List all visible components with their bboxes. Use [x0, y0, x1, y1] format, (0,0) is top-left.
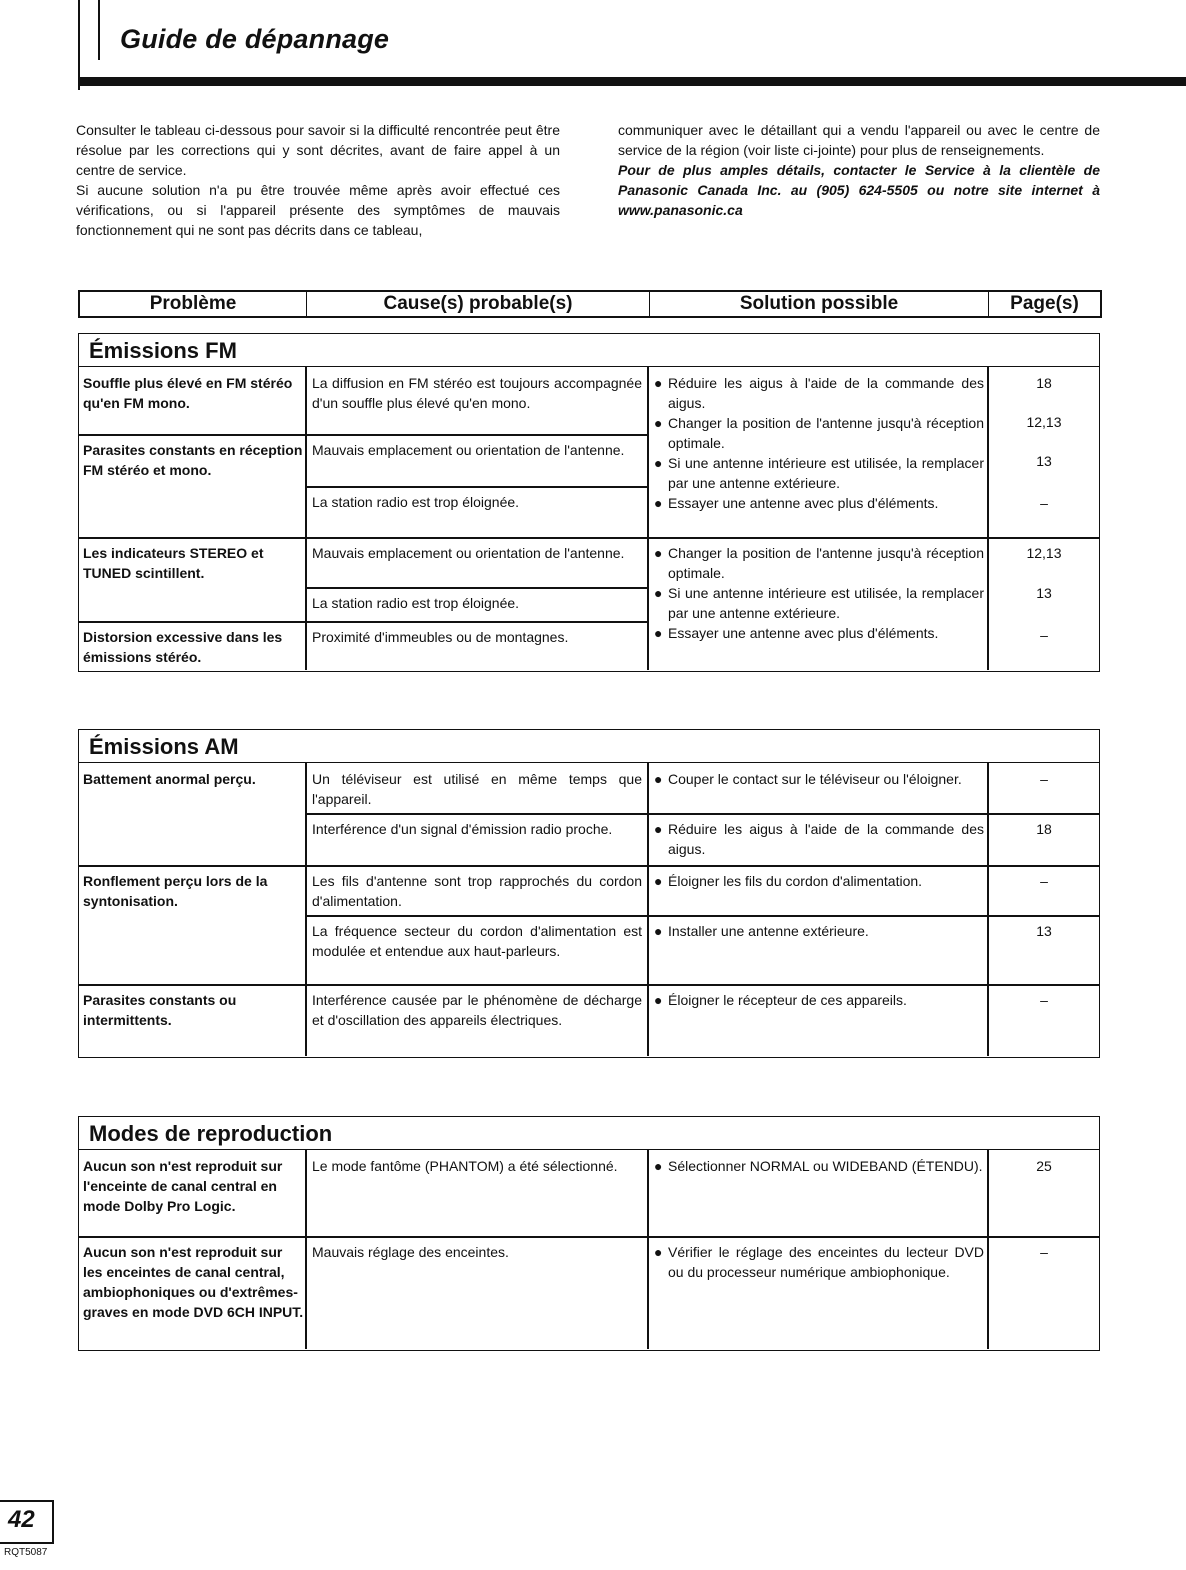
page-number: 42	[8, 1506, 35, 1533]
solution-list: ● Vérifier le réglage des enceintes du lecteur DVD ou du processeur numérique ambiophonique.	[654, 1244, 984, 1280]
cause-text: La station radio est trop éloignée.	[312, 595, 520, 611]
cause-text: Le mode fantôme (PHANTOM) a été sélectionné.	[312, 1158, 618, 1174]
intro-left	[76, 120, 560, 240]
page-ref: –	[1040, 873, 1048, 889]
solution-text: Si une antenne intérieure est utilisée, la remplacer par une antenne extérieure.	[668, 455, 984, 491]
solution-text: Éloigner les fils du cordon d'alimentation.	[668, 873, 923, 889]
solution-text: Essayer une antenne avec plus d'éléments.	[668, 495, 939, 511]
problem-text: Parasites constants en réception FM stéréo et mono.	[83, 442, 303, 478]
solution-text: Éloigner le récepteur de ces appareils.	[668, 992, 907, 1008]
solution-list: ● Changer la position de l'antenne jusqu'à réception optimale. ● Si une antenne intérieure est utilisée, la remplacer par une antenne extérieure. ● Essayer une antenne avec plus d'éléments.	[654, 545, 984, 641]
intro-paragraph: Consulter le tableau ci-dessous pour savoir si la difficulté rencontrée peut être résolue par les corrections qui y sont décrites, avant de faire appel à un centre de service.	[76, 122, 560, 178]
page-ref: 18	[1036, 375, 1052, 391]
section-title: Modes de reproduction	[79, 1117, 1099, 1150]
page-ref: 13	[1036, 585, 1052, 601]
column-header-solution: Solution possible	[650, 292, 989, 316]
header-rule	[78, 77, 1186, 86]
solution-list: ● Couper le contact sur le téléviseur ou l'éloigner.	[654, 765, 984, 789]
problem-text: Battement anormal perçu.	[83, 771, 256, 787]
contact-info: Pour de plus amples détails, contacter le Service à la clientèle de Panasonic Canada Inc. au (905) 624-5505 ou notre site internet à www.panasonic.ca	[618, 162, 1100, 218]
solution-text: Si une antenne intérieure est utilisée, la remplacer par une antenne extérieure.	[668, 585, 984, 621]
page-ref: –	[1040, 495, 1048, 511]
page-title: Guide de dépannage	[120, 24, 390, 54]
cause-text: Mauvais emplacement ou orientation de l'antenne.	[312, 545, 625, 561]
cause-text: Mauvais réglage des enceintes.	[312, 1244, 509, 1260]
problem-text: Distorsion excessive dans les émissions stéréo.	[83, 629, 283, 665]
column-header-cause: Cause(s) probable(s)	[307, 292, 650, 316]
intro-right	[618, 120, 1100, 220]
solution-text: Couper le contact sur le téléviseur ou l'éloigner.	[668, 771, 962, 787]
problem-text: Ronflement perçu lors de la syntonisation.	[83, 873, 268, 909]
page-ref: 13	[1036, 453, 1052, 469]
solution-text: Réduire les aigus à l'aide de la commande des aigus.	[668, 375, 984, 411]
solution-text: Essayer une antenne avec plus d'éléments.	[668, 625, 939, 641]
solution-text: Sélectionner NORMAL ou WIDEBAND (ÉTENDU).	[668, 1158, 983, 1174]
header-bar-inner	[98, 0, 100, 60]
solution-text: Changer la position de l'antenne jusqu'à réception optimale.	[668, 415, 984, 451]
page-ref: –	[1040, 992, 1048, 1008]
column-header-problem: Problème	[80, 292, 307, 316]
problem-text: Souffle plus élevé en FM stéréo qu'en FM mono.	[83, 375, 293, 411]
section-grid	[79, 1150, 1099, 1349]
page-ref: 18	[1036, 821, 1052, 837]
page-ref: –	[1040, 1244, 1048, 1260]
intro-paragraph: Si aucune solution n'a pu être trouvée même après avoir effectué ces vérifications, ou si l'appareil présente des symptômes de mauvais fonctionnement qui ne sont pas décrits dans ce tableau,	[76, 182, 560, 238]
cause-text: Interférence d'un signal d'émission radio proche.	[312, 821, 613, 837]
cause-text: Proximité d'immeubles ou de montagnes.	[312, 629, 569, 645]
problem-text: Les indicateurs STEREO et TUNED scintillent.	[83, 545, 264, 581]
section-fm	[78, 333, 1100, 672]
section-am	[78, 729, 1100, 1058]
section-grid	[79, 763, 1099, 1056]
problem-text: Aucun son n'est reproduit sur l'enceinte de canal central en mode Dolby Pro Logic.	[83, 1158, 283, 1214]
solution-list: ● Réduire les aigus à l'aide de la commande des aigus.	[654, 821, 984, 857]
page-ref: 12,13	[1026, 414, 1062, 430]
column-headers	[78, 290, 1102, 318]
page-ref: 25	[1036, 1158, 1052, 1174]
column-header-pages: Page(s)	[1010, 293, 1079, 314]
cause-text: La fréquence secteur du cordon d'alimentation est modulée et entendue aux haut-parleurs.	[312, 923, 642, 959]
solution-list: ● Sélectionner NORMAL ou WIDEBAND (ÉTENDU).	[654, 1158, 983, 1174]
document-code: RQT5087	[4, 1547, 48, 1558]
solution-list: ● Éloigner le récepteur de ces appareils.	[654, 986, 984, 1010]
cause-text: Un téléviseur est utilisé en même temps que l'appareil.	[312, 771, 642, 807]
intro-paragraph: communiquer avec le détaillant qui a vendu l'appareil ou avec le centre de service de la région (voir liste ci-jointe) pour plus de renseignements.	[618, 122, 1100, 158]
page-ref: –	[1040, 627, 1048, 643]
cause-text: La diffusion en FM stéréo est toujours accompagnée d'un souffle plus élevé qu'en mono.	[312, 375, 642, 411]
section-title: Émissions FM	[79, 334, 1099, 367]
problem-text: Parasites constants ou intermittents.	[83, 992, 237, 1028]
page-ref: 13	[1036, 923, 1052, 939]
problem-text: Aucun son n'est reproduit sur les enceintes de canal central, ambiophoniques ou d'extrêmes-graves en mode DVD 6CH INPUT.	[83, 1244, 304, 1320]
cause-text: La station radio est trop éloignée.	[312, 494, 520, 510]
page-ref: –	[1040, 771, 1048, 787]
cause-text: Mauvais emplacement ou orientation de l'antenne.	[312, 442, 625, 458]
solution-text: Changer la position de l'antenne jusqu'à réception optimale.	[668, 545, 984, 581]
section-grid	[79, 367, 1099, 670]
page-ref: 12,13	[1026, 545, 1062, 561]
solution-text: Vérifier le réglage des enceintes du lecteur DVD ou du processeur numérique ambiophonique.	[668, 1244, 984, 1280]
section-title: Émissions AM	[79, 730, 1099, 763]
solution-text: Installer une antenne extérieure.	[668, 923, 869, 939]
solution-list: ● Éloigner les fils du cordon d'alimentation.	[654, 867, 984, 891]
section-modes	[78, 1116, 1100, 1351]
cause-text: Les fils d'antenne sont trop rapprochés du cordon d'alimentation.	[312, 873, 642, 909]
cause-text: Interférence causée par le phénomène de décharge et d'oscillation des appareils électriques.	[312, 992, 642, 1028]
solution-list: ● Installer une antenne extérieure.	[654, 917, 984, 941]
solution-text: Réduire les aigus à l'aide de la commande des aigus.	[668, 821, 984, 857]
solution-list: ● Réduire les aigus à l'aide de la commande des aigus. ● Changer la position de l'antenne jusqu'à réception optimale. ● Si une antenne intérieure est utilisée, la remplacer par une antenne extérieure. ● Essayer une antenne avec plus d'éléments.	[654, 375, 984, 511]
